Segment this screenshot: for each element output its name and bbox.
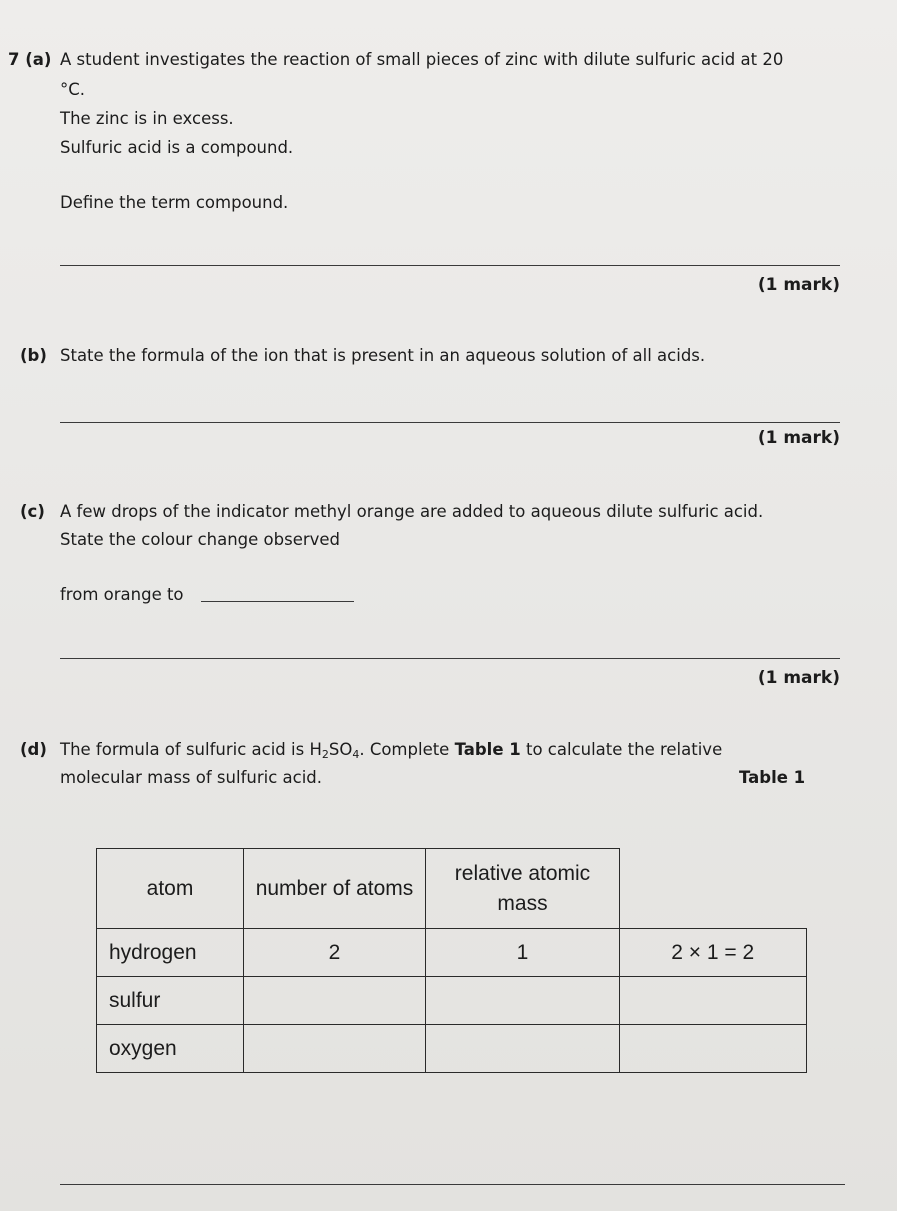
cell-calc: 2 × 1 = 2 (620, 929, 807, 977)
table-row (97, 929, 807, 977)
cell-atom: hydrogen (97, 929, 244, 977)
cell-mass-input[interactable] (426, 1025, 620, 1073)
subscript-2: 2 (321, 748, 329, 761)
part-a-marks: (1 mark) (757, 275, 840, 295)
part-d-text-pre: The formula of sulfuric acid is H (60, 740, 322, 759)
part-c-label: (c) (20, 502, 45, 521)
part-d-line-1 (60, 739, 722, 761)
cell-calc-input[interactable] (620, 1025, 807, 1073)
cell-number: 2 (244, 929, 426, 977)
header-relative-atomic-mass: relative atomic mass (426, 849, 620, 929)
part-c-line-1: A few drops of the indicator methyl orange are added to aqueous dilute sulfuric acid. (60, 502, 764, 521)
part-a-line-2: °C. (60, 80, 86, 99)
part-d-text-end: to calculate the relative (520, 740, 723, 759)
cell-atom: oxygen (97, 1025, 244, 1073)
part-a-line-3: The zinc is in excess. (60, 109, 234, 128)
question-number: 7 (a) (8, 50, 52, 69)
part-d-line-2: molecular mass of sulfuric acid. (60, 768, 323, 787)
table-row (97, 977, 807, 1025)
part-b-marks: (1 mark) (757, 428, 840, 448)
cell-atom: sulfur (97, 977, 244, 1025)
cell-mass: 1 (426, 929, 620, 977)
part-b-label: (b) (20, 346, 47, 365)
part-d-label: (d) (20, 740, 47, 759)
part-c-marks: (1 mark) (757, 668, 840, 688)
cell-number-input[interactable] (244, 977, 426, 1025)
answer-line-b[interactable] (60, 422, 840, 423)
part-d-text-so: SO (328, 740, 353, 759)
part-b-text: State the formula of the ion that is present in an aqueous solution of all acids. (60, 346, 706, 365)
cell-calc-input[interactable] (620, 977, 807, 1025)
part-c-from-text: from orange to (60, 585, 184, 604)
cell-mass-input[interactable] (426, 977, 620, 1025)
answer-line-a[interactable] (60, 265, 840, 266)
part-a-prompt: Define the term compound. (60, 193, 289, 212)
header-blank (620, 849, 807, 929)
subscript-4: 4 (352, 748, 360, 761)
part-a-line-4: Sulfuric acid is a compound. (60, 138, 294, 157)
answer-line-d[interactable] (60, 1184, 845, 1185)
table-1 (96, 848, 807, 1073)
table-reference: Table 1 (454, 740, 521, 759)
cell-number-input[interactable] (244, 1025, 426, 1073)
part-a-line-1: A student investigates the reaction of small pieces of zinc with dilute sulfuric acid at 20 (60, 50, 784, 69)
table-caption: Table 1 (739, 768, 806, 787)
part-c-line-2: State the colour change observed (60, 530, 341, 549)
table-row (97, 1025, 807, 1073)
header-atom: atom (97, 849, 244, 929)
answer-line-c[interactable] (60, 658, 840, 659)
header-number-of-atoms: number of atoms (244, 849, 426, 929)
part-d-text-post: . Complete (359, 740, 455, 759)
answer-blank-colour[interactable] (201, 601, 354, 602)
